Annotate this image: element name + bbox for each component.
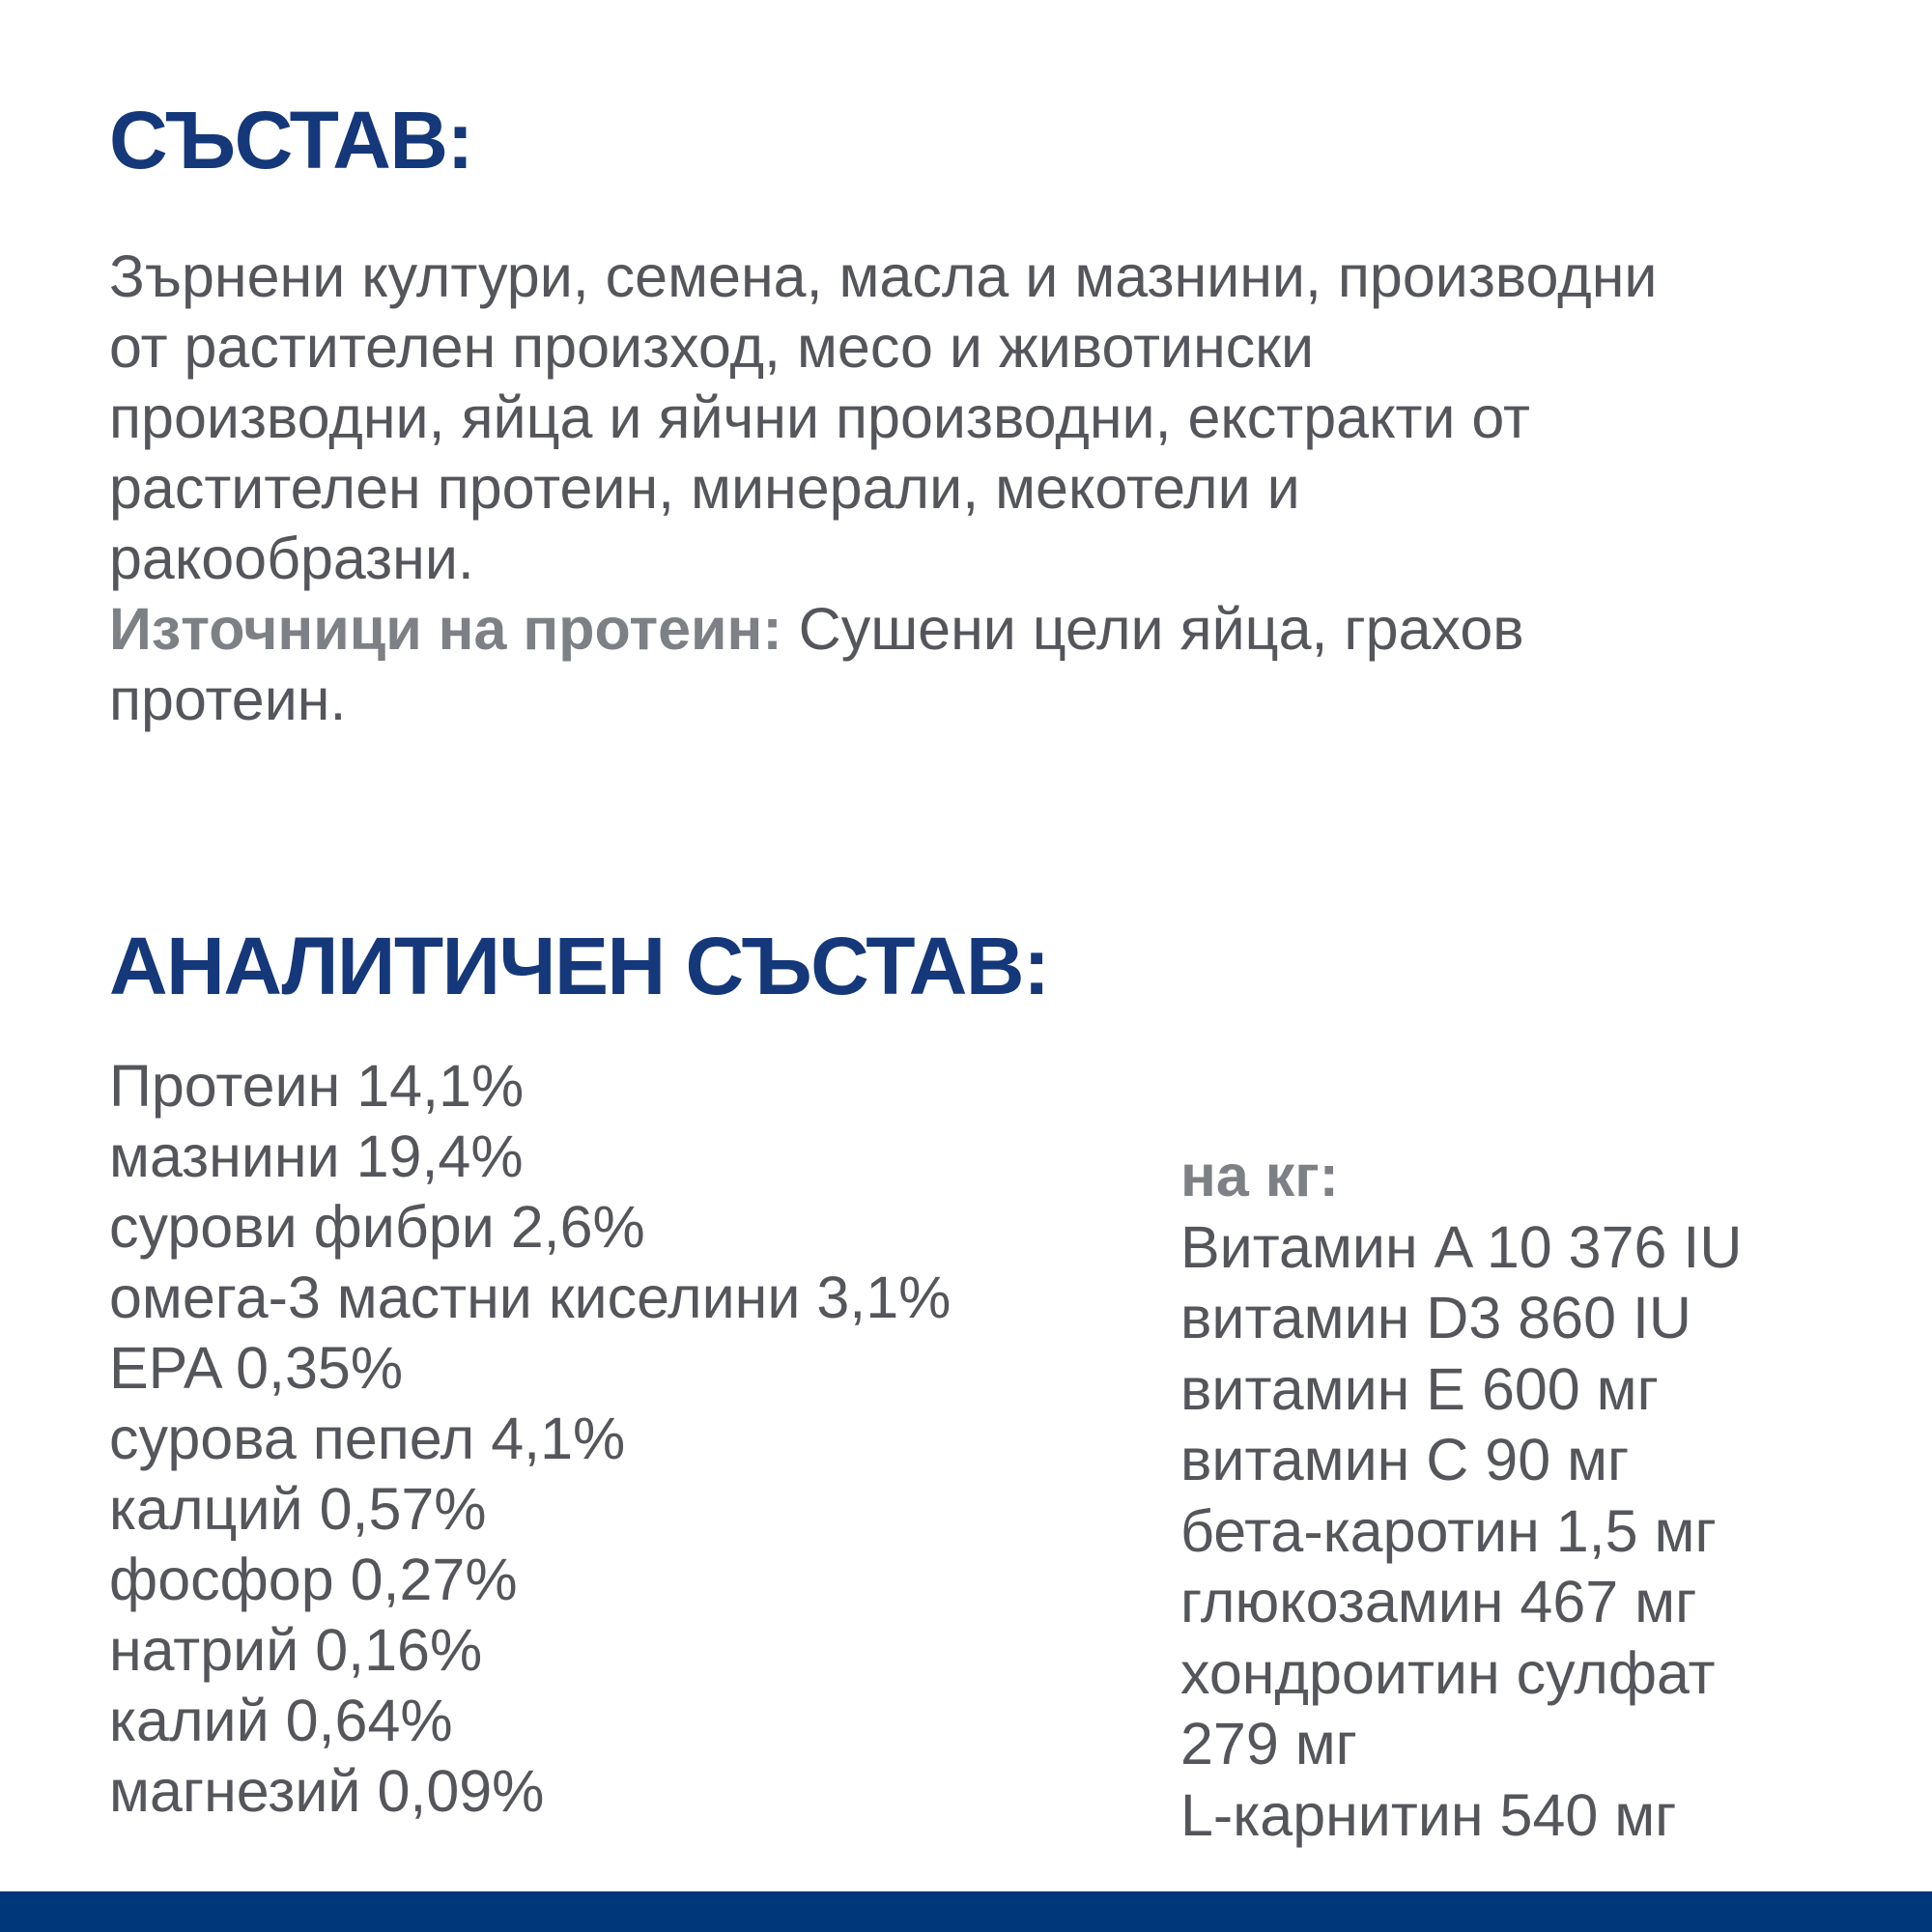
composition-line: производни, яйца и яйчни производни, екстракти от	[109, 384, 1530, 450]
per-kg-item: Витамин A 10 376 IU	[1180, 1213, 1743, 1280]
per-kg-item: L-карнитин 540 мг	[1180, 1781, 1677, 1848]
protein-sources-line	[109, 594, 1657, 665]
analytical-item: мазнини 19,4%	[109, 1123, 524, 1189]
analytical-heading: АНАЛИТИЧЕН СЪСТАВ:	[109, 921, 1049, 1011]
analytical-item: омега-3 мастни киселини 3,1%	[109, 1264, 952, 1330]
analytical-item: магнезий 0,09%	[109, 1758, 545, 1824]
analytical-item: натрий 0,16%	[109, 1617, 483, 1683]
composition-line: Зърнени култури, семена, масла и мазнини, производни	[109, 243, 1658, 309]
composition-line: от растителен произход, месо и животински	[109, 314, 1315, 380]
protein-sources-label: Източници на протеин:	[109, 596, 782, 662]
analytical-item: сурова пепел 4,1%	[109, 1406, 626, 1471]
analytical-item: Протеин 14,1%	[109, 1053, 525, 1119]
per-kg-item: бета-каротин 1,5 мг	[1180, 1497, 1717, 1564]
analytical-item: фосфор 0,27%	[109, 1547, 518, 1612]
analytical-item: калий 0,64%	[109, 1688, 453, 1753]
per-kg-label: на кг:	[1180, 1143, 1339, 1208]
per-kg-item: глюкозамин 467 мг	[1180, 1569, 1697, 1634]
analytical-item: сурови фибри 2,6%	[109, 1194, 645, 1260]
per-kg-item: витамин C 90 мг	[1180, 1427, 1630, 1492]
composition-paragraph	[109, 242, 1657, 735]
composition-line: ракообразни.	[109, 526, 474, 591]
protein-sources-text-wrap: протеин.	[109, 667, 347, 732]
per-kg-item: 279 мг	[1180, 1711, 1357, 1776]
per-kg-item: хондроитин сулфат	[1180, 1639, 1716, 1706]
per-kg-list	[1180, 1141, 1742, 1851]
analytical-left-list	[109, 1051, 951, 1827]
composition-heading: СЪСТАВ:	[109, 95, 472, 185]
protein-sources-text: Сушени цели яйца, грахов	[781, 596, 1524, 662]
analytical-item: калций 0,57%	[109, 1476, 487, 1542]
per-kg-item: витамин D3 860 IU	[1180, 1285, 1691, 1350]
analytical-item: EPA 0,35%	[109, 1335, 404, 1401]
footer-bar	[0, 1891, 1932, 1932]
composition-line: растителен протеин, минерали, мекотели и	[109, 455, 1300, 521]
per-kg-item: витамин E 600 мг	[1180, 1355, 1659, 1422]
